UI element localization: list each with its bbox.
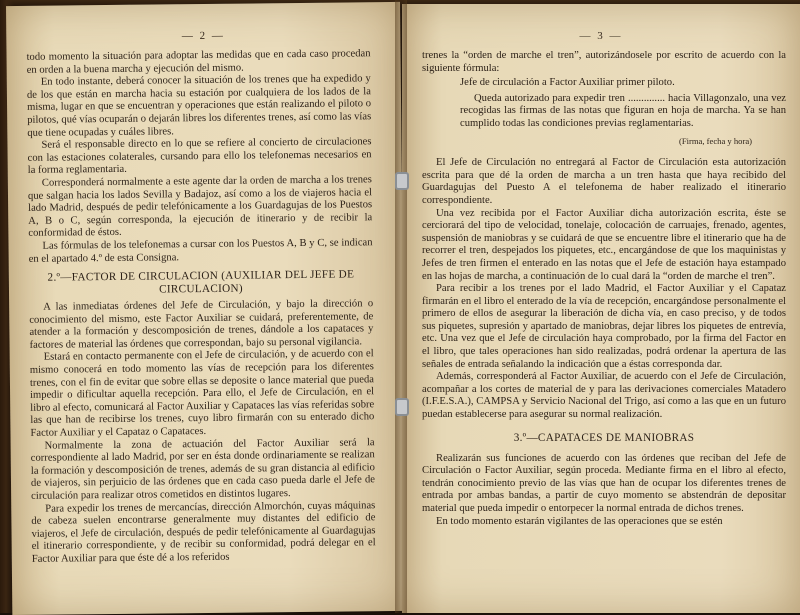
- page-number: — 3 —: [579, 30, 623, 42]
- binding-gutter: [395, 0, 407, 613]
- paragraph: El Jefe de Circulación no entregará al Factor de Circulación esta autorización escrita para que dé la orden de marcha a un tren hasta que haya recibido del Guardagujas del Puesto A el telefonema de haber realizado el itinerario correspondiente.: [422, 157, 786, 206]
- paragraph: trenes la “orden de marche el tren”, autorizándosele por escrito de acuerdo con la siguiente fórmula:: [422, 50, 786, 74]
- paragraph: Las fórmulas de los telefonemas a cursar con los Puestos A, B y C, se indican en el apartado 4.º de esta Consigna.: [28, 237, 373, 265]
- paragraph: Realizarán sus funciones de acuerdo con las órdenes que reciban del Jefe de Circulación o Factor Auxiliar, según proceda. Mediante firma en el libro al efecto, tendrán conocimiento previo de las vías que han de ocupar los diferentes trenes de entrada por ambas bandas, a partir de cuyo momento se abstendrán de depositar material que pueda impedir o entorpecer la normal entrada de dichos trenes.: [422, 452, 786, 514]
- signature-line: (Firma, fecha y hora): [678, 135, 752, 146]
- paragraph: A las inmediatas órdenes del Jefe de Circulación, y bajo la dirección o conocimiento del mismo, este Factor Auxiliar se cuidará, preferentemente, de atender a la formación y descomposición de trenes, dándole a los capataces y factores de material las órdenes que correspondan, bajo su personal vigilancia.: [29, 298, 374, 351]
- paragraph: Una vez recibida por el Factor Auxiliar dicha autorización escrita, éste se cerciorará del tipo de velocidad, tonelaje, colocación de carruajes, frenado, agentes, suspensión de maniobras y se cuidará de que se encuentre libre el itinerario que ha de recorrer el tren, despejados los piquetes, etc., encargándose de que los maquinistas y Jefes de tren firmen el enterado en las notas que el Jefe de estación haya estampado en las hojas de marcha, a continuación de lo cual dará la “orden de marche el tren”.: [422, 207, 786, 282]
- paragraph: En todo momento estarán vigilantes de las operaciones que se estén: [436, 515, 723, 527]
- paragraph: Normalmente la zona de actuación del Factor Auxiliar será la correspondiente al lado Madrid, por ser en ésta donde ordinariamente se realizan la formación y descomposición de trenes, además de su gran distancia al edificio de viajeros, sin perjuicio de las órdenes que en cada caso pueda darle el Jefe de circulación para realizar otros cometidos en distintos lugares.: [30, 436, 376, 502]
- formula-line: Queda autorizado para expedir tren .............. hacia Villagonzalo, una vez recogidas las firmas de las notas que figuran en hoja de marcha. Ya se han cumplido todas las condiciones previas reglamentarias.: [460, 92, 786, 129]
- page-number: — 2 —: [181, 29, 225, 43]
- section-heading: 3.º—CAPATACES DE MANIOBRAS: [513, 431, 695, 444]
- paragraph: Estará en contacto permanente con el Jefe de circulación, y de acuerdo con el mismo conocerá en todo momento las vías de recepción para los diferentes trenes, con el fin de evitar que sobre ellas se deposite o lance material que pueda impedir o dificultar aquella recepción. Para ello, el Jefe de Circulación, en el libro al efecto, comunicará al Factor Auxiliar y Capataces las vías referidas sobre las que han de recibirse los trenes, cuyo libro firmarán con su enterado dicho Factor Auxiliar y el Capataz o Capataces.: [29, 348, 375, 439]
- paragraph: Para recibir a los trenes por el lado Madrid, el Factor Auxiliar y el Capataz firmarán en el libro el enterado de la vía de recepción, encargándose personalmente el primero de ellos de asegurar la liberación de dicha vía, en caso preciso, y de todos sus piquetes, supresión y apartado de maniobras, dejar libres los piquetes de entrevía, etc. Una vez que el Jefe de circulación haya comprobado, por la firma del Factor en el libro, que tales operaciones han sido realizadas, podrá ordenar la apertura de las señales de entrada señalando la indicación que a éstas corresponda dar.: [422, 283, 786, 370]
- staple-icon: [395, 398, 409, 416]
- paragraph: todo momento la situación para adoptar las medidas que en cada caso procedan en orden a la buena marcha y ejecución del mismo.: [26, 48, 371, 76]
- paragraph: Corresponderá normalmente a este agente dar la orden de marcha a los trenes que salgan hacia los lados Sevilla y Badajoz, así como a los de viajeros hacia el lado Madrid, después de pedir telefónicamente a los Guardagujas de los Puestos A, B o C, según corresponda, la ejecución de itinerario y de recibir la conformidad de éstos.: [27, 174, 373, 240]
- right-page: [402, 4, 800, 613]
- formula-line: Jefe de circulación a Factor Auxiliar primer piloto.: [460, 77, 675, 89]
- right-page-body: [402, 50, 800, 528]
- paragraph: En todo instante, deberá conocer la situación de los trenes que ha expedido y de los que están en marcha hacia su estación por cualquiera de los lados de la misma, lugar en que se encuentran y operaciones que están realizando el piloto o pilotos, qué vías ocuparán o dejarán libres los diferentes trenes, así como las vías que tiene ocupadas y cuáles libres.: [26, 73, 372, 139]
- staple-icon: [395, 172, 409, 190]
- left-page: [6, 2, 406, 615]
- paragraph: Además, corresponderá al Factor Auxiliar, de acuerdo con el Jefe de Circulación, acompañar a los cortes de material de y para las derivaciones comerciales Matadero (I.F.E.S.A.), CAMPSA y Servicio Nacional del Trigo, así como a las que en un futuro puedan establecerse para asegurar su normal realización.: [422, 371, 786, 421]
- paragraph: Será el responsable directo en lo que se refiere al concierto de circulaciones con las estaciones colaterales, cursando para ello los telefonemas necesarios en la forma reglamentaria.: [27, 136, 372, 177]
- left-page-body: [6, 48, 405, 567]
- authorization-formula: [422, 77, 786, 130]
- paragraph: Para expedir los trenes de mercancías, dirección Almorchón, cuyas máquinas de cabeza suelen encontrarse generalmente muy distantes del edificio de viajeros, el Jefe de circulación, después de pedir telefónicamente al Guardagujas el itinerario correspondiente, y de recibir su conformidad, podrá delegar en el Factor Auxiliar para que éste dé a los referidos: [31, 499, 376, 565]
- section-heading: 2.º—FACTOR DE CIRCULACION (AUXILIAR DEL JEFE DE CIRCULACION): [47, 268, 355, 296]
